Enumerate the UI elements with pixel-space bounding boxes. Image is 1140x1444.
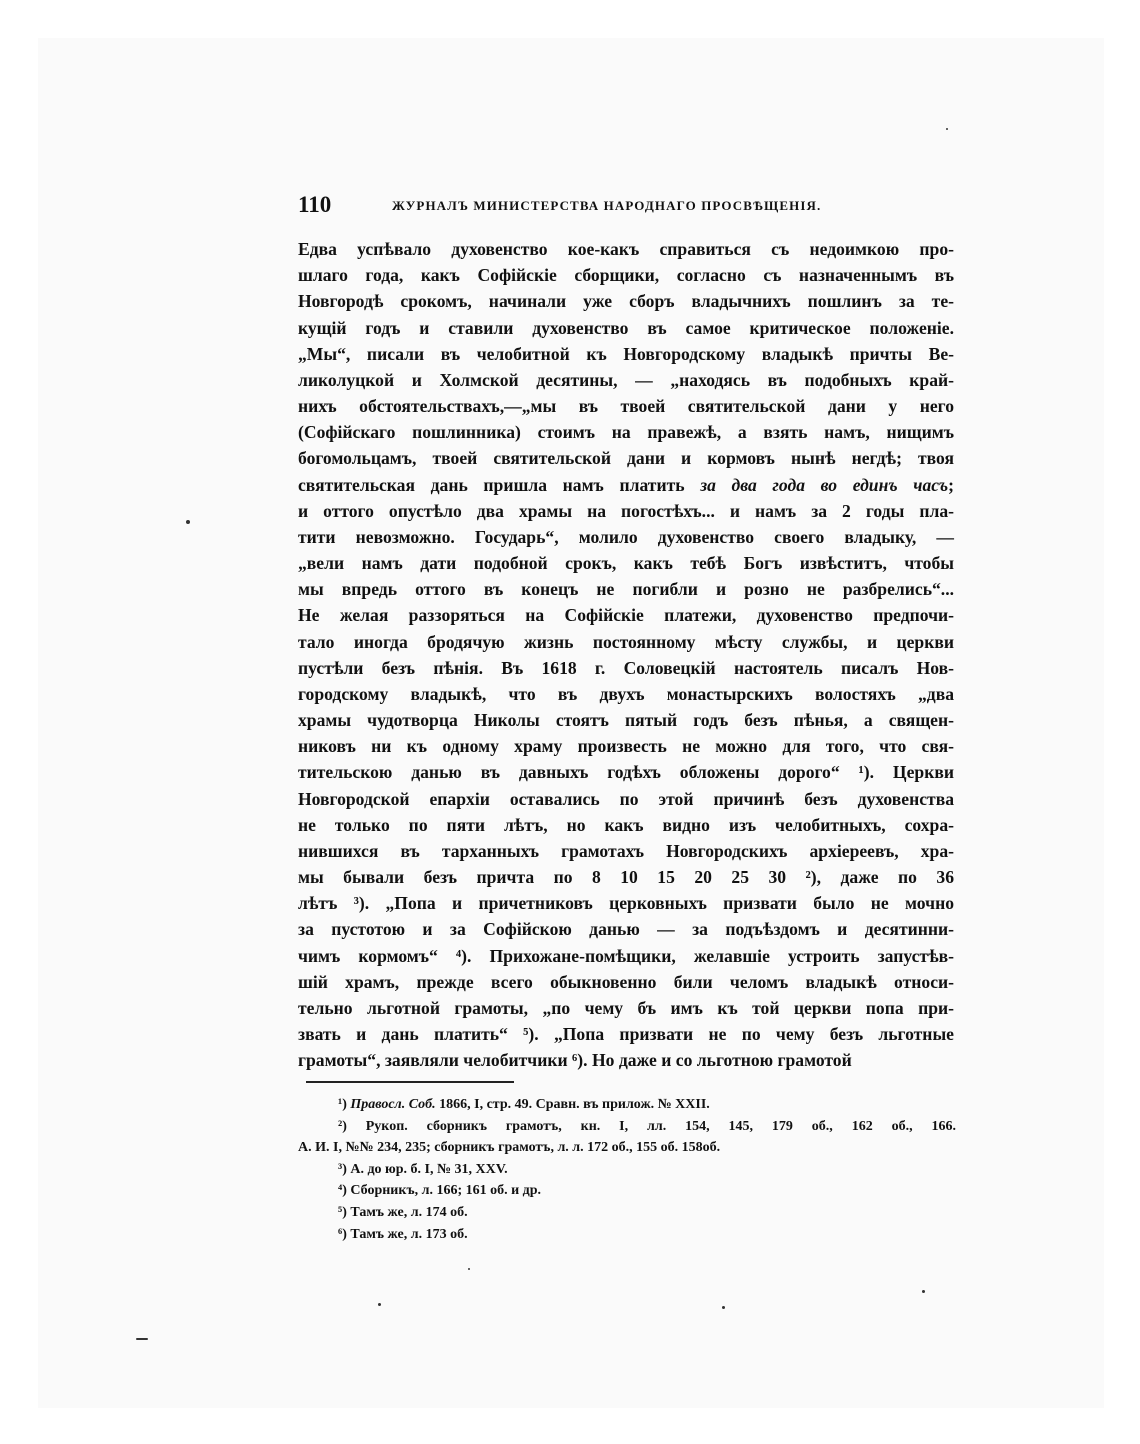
text-line: „вели намъ дати подобной срокъ, какъ тебѣ Богъ извѣститъ, чтобы — [298, 553, 954, 574]
text-line: нившихся въ тарханныхъ грамотахъ Новгородскихъ архіереевъ, хра- — [298, 840, 954, 861]
text-line: нихъ обстоятельствахъ,—„мы въ твоей святительской дани у него — [298, 396, 954, 417]
scan-speck — [946, 128, 948, 130]
footnote-5: ⁵) Тамъ же, л. 174 об. — [338, 1204, 468, 1220]
text-line: звать и дань платить“ ⁵). „Попа призвати не по чему безъ льготные — [298, 1024, 954, 1045]
footnote-text: 1866, I, стр. 49. Сравн. въ прилож. № XXII. — [439, 1097, 710, 1112]
text-line: лѣтъ ³). „Попа и причетниковъ церковныхъ призвати было не мочно — [298, 893, 954, 914]
text-line: ликолуцкой и Холмской десятины, — „находясь въ подобныхъ край- — [298, 369, 954, 390]
text-line — [298, 472, 954, 498]
footnote-italic: Правосл. Соб. — [350, 1097, 436, 1112]
text-line: чимъ кормомъ“ ⁴). Прихожане-помѣщики, желавшіе устроить запустѣв- — [298, 945, 954, 966]
text-line: (Софійскаго пошлинника) стоимъ на правежѣ, а взять намъ, нищимъ — [298, 422, 954, 443]
text-line: Едва успѣвало духовенство кое-какъ справиться съ недоимкою про- — [298, 239, 954, 259]
text-line: никовъ ни къ одному храму произвесть не можно для того, что свя- — [298, 736, 954, 757]
text-line: мы впредь оттого въ конецъ не погибли и розно не разбрелись“... — [298, 579, 954, 600]
text-line: Не желая раззоряться на Софійскіе платежи, духовенство предпочи- — [298, 605, 954, 626]
text-line: кущій годъ и ставили духовенство въ самое критическое положеніе. — [298, 317, 954, 338]
text-segment: святительская дань пришла намъ платить — [298, 474, 685, 495]
italic-phrase: за два года во единъ часъ — [700, 474, 949, 495]
text-line: Новгородѣ срокомъ, начинали уже сборъ владычнихъ пошлинъ за те- — [298, 291, 954, 312]
body-text — [298, 236, 954, 1074]
page-header — [298, 192, 954, 222]
text-line: пустѣли безъ пѣнія. Въ 1618 г. Соловецкій настоятель писалъ Нов- — [298, 657, 954, 678]
footnote-2-line-2: А. И. I, №№ 234, 235; сборникъ грамотъ, л. л. 172 об., 155 об. 158об. — [298, 1140, 721, 1156]
text-segment: ; — [948, 474, 955, 495]
scan-speck — [186, 520, 190, 524]
text-line: и оттого опустѣло два храмы на погостѣхъ... и намъ за 2 годы пла- — [298, 500, 954, 521]
text-line: мы бывали безъ причта по 8 10 15 20 25 30 ²), даже по 36 — [298, 867, 954, 888]
footnote-6: ⁶) Тамъ же, л. 173 об. — [338, 1226, 468, 1242]
footnotes — [298, 1094, 956, 1245]
text-line: богомольцамъ, твоей святительской дани и кормовъ нынѣ негдѣ; твоя — [298, 448, 954, 469]
footnote-3: ³) А. до юр. б. I, № 31, XXV. — [338, 1161, 508, 1177]
text-line: „Мы“, писали въ челобитной къ Новгородскому владыкѣ причты Ве- — [298, 343, 954, 364]
text-line: не только по пяти лѣтъ, но какъ видно изъ челобитныхъ, сохра- — [298, 814, 954, 835]
footnote-mark: ¹) — [338, 1097, 347, 1112]
footnote-divider — [306, 1081, 514, 1083]
text-line: шій храмъ, прежде всего обыкновенно били челомъ владыкѣ относи- — [298, 971, 954, 992]
text-line: храмы чудотворца Николы стоятъ пятый годъ безъ пѣнья, а священ- — [298, 710, 954, 731]
text-line: городскому владыкѣ, что въ двухъ монастырскихъ волостяхъ „два — [298, 683, 954, 704]
text-line: грамоты“, заявляли челобитчики ⁶). Но даже и со льготною грамотой — [298, 1050, 852, 1071]
scan-speck — [136, 1338, 148, 1340]
page-number: 110 — [298, 192, 332, 217]
footnote-2-line-1: ²) Рукоп. сборникъ грамотъ, кн. I, лл. 154, 145, 179 об., 162 об., 166. — [338, 1118, 956, 1134]
text-line: шлаго года, какъ Софійскіе сборщики, согласно съ назначеннымъ въ — [298, 265, 954, 286]
text-line: Новгородской епархіи оставались по этой причинѣ безъ духовенства — [298, 788, 954, 809]
footnote-1 — [298, 1094, 956, 1116]
footnote-4: ⁴) Сборникъ, л. 166; 161 об. и др. — [338, 1183, 542, 1199]
scan-speck — [922, 1290, 925, 1293]
running-title: ЖУРНАЛЪ МИНИСТЕРСТВА НАРОДНАГО ПРОСВѢЩЕНІЯ. — [392, 198, 822, 213]
text-line: тити невозможно. Государь“, молило духовенство своего владыку, — — [298, 526, 954, 547]
scan-speck — [468, 1268, 470, 1270]
text-line: за пустотою и за Софійскою данью — за подъѣздомъ и десятинни- — [298, 919, 954, 940]
scan-speck — [722, 1306, 725, 1309]
text-line: тельно льготной грамоты, „по чему бъ имъ къ той церкви попа при- — [298, 997, 954, 1018]
text-line: тало иногда бродячую жизнь постоянному мѣсту службы, и церкви — [298, 631, 954, 652]
text-line: тительскою данью въ давныхъ годѣхъ обложены дорого“ ¹). Церкви — [298, 762, 954, 783]
scan-speck — [378, 1303, 381, 1306]
